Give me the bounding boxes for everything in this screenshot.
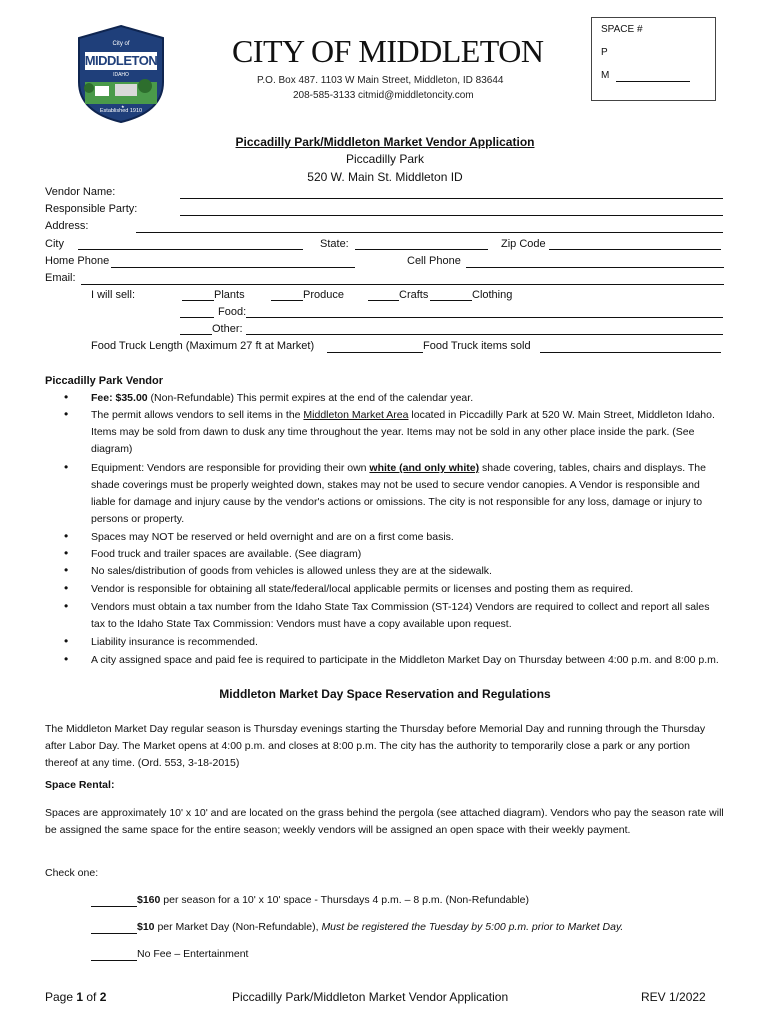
city-field[interactable] <box>78 249 303 250</box>
form-subtitle-address: 520 W. Main St. Middleton ID <box>307 170 463 184</box>
permits-bullet: Vendor is responsible for obtaining all state/federal/local applicable permits or licenses and posting them as required. <box>91 583 634 595</box>
home-phone-label: Home Phone <box>45 255 110 267</box>
equipment-bullet: Equipment: Vendors are responsible for providing their own white (and only white) shade covering, tables, chairs and displays. The shade coverings must be properly weighted down, stakes may not be used to secure vendor canopies. A Vendor is responsible and liable for damage and injury cause by the vendor's actions or omissions. The city is not responsible for any loss, damage or injury to persons or property. <box>91 462 706 525</box>
footer-title: Piccadilly Park/Middleton Market Vendor Application <box>232 990 509 1004</box>
state-label: State: <box>320 238 349 250</box>
food-label: Food: <box>218 306 247 318</box>
market-intro-paragraph: The Middleton Market Day regular season is Thursday evenings starting the Thursday before Memorial Day and running through the Thursday after Labor Day. The Market opens at 4:00 p.m. and closes at 8:00 p.m. The city has the authority to temporarily close a park or any portion thereof at any time. (Ord. 553, 3-18-2015) <box>45 723 706 769</box>
permit-bullet: The permit allows vendors to sell items in the Middleton Market Area located in Piccadilly Park at 520 W. Main Street, Middleton Idaho. Items may be sold from dawn to dusk any time throughout the year. Items may not be sold in any other place inside the park. (See diagram) <box>91 409 715 455</box>
check-one-label: Check one: <box>45 867 99 879</box>
bullet-icon: • <box>64 407 69 421</box>
space-m-label: M <box>601 70 610 81</box>
market-section-heading: Middleton Market Day Space Reservation and Regulations <box>219 687 551 701</box>
plants-checkbox-line[interactable] <box>182 300 214 301</box>
bullet-icon: • <box>64 460 69 474</box>
space-label: SPACE # <box>601 24 643 35</box>
space-number-box <box>591 17 716 101</box>
market-day-option-label: $10 per Market Day (Non-Refundable), Must be registered the Tuesday by 5:00 p.m. prior to Market Day. <box>137 921 624 933</box>
food-field[interactable] <box>246 317 723 318</box>
crafts-label: Crafts <box>399 289 429 301</box>
logo-top-text: City of <box>112 41 130 47</box>
city-address: P.O. Box 487. 1103 W Main Street, Middleton, ID 83644 <box>257 75 504 86</box>
address-field[interactable] <box>136 232 723 233</box>
spaces-bullet: Spaces may NOT be reserved or held overnight and are on a first come basis. <box>91 531 454 543</box>
address-label: Address: <box>45 220 89 232</box>
other-checkbox-line[interactable] <box>180 334 212 335</box>
insurance-bullet: Liability insurance is recommended. <box>91 636 258 648</box>
plants-label: Plants <box>214 289 245 301</box>
logo-established: Established 1910 <box>99 108 143 114</box>
food-truck-length-field[interactable] <box>327 352 423 353</box>
bullet-icon: • <box>64 634 69 648</box>
space-m-line[interactable] <box>616 81 690 82</box>
vendor-section-heading: Piccadilly Park Vendor <box>45 375 164 387</box>
food-truck-bullet: Food truck and trailer spaces are available. (See diagram) <box>91 548 362 560</box>
bullet-icon: • <box>64 652 69 666</box>
page-number: Page 1 of 2 <box>45 990 107 1004</box>
season-option-checkbox-line[interactable] <box>91 906 137 907</box>
vendor-name-field[interactable] <box>180 198 723 199</box>
space-rental-heading: Space Rental: <box>45 779 115 791</box>
fee-bullet: Fee: $35.00 (Non-Refundable) This permit expires at the end of the calendar year. <box>91 392 474 404</box>
produce-label: Produce <box>303 289 344 301</box>
food-truck-items-label: Food Truck items sold <box>423 340 531 352</box>
produce-checkbox-line[interactable] <box>271 300 303 301</box>
no-fee-option-checkbox-line[interactable] <box>91 960 137 961</box>
logo-state: IDAHO <box>113 72 129 78</box>
cell-phone-label: Cell Phone <box>407 255 461 267</box>
responsible-party-label: Responsible Party: <box>45 203 138 215</box>
cell-phone-field[interactable] <box>466 267 724 268</box>
tax-bullet: Vendors must obtain a tax number from the Idaho State Tax Commission (ST-124) Vendors are required to collect and report all sales tax to the Idaho State Tax Commission: Vendors must have a copy available upon request. <box>91 601 710 630</box>
bullet-icon: • <box>64 581 69 595</box>
bullet-icon: • <box>64 599 69 613</box>
no-fee-option-label: No Fee – Entertainment <box>137 948 249 960</box>
state-field[interactable] <box>355 249 488 250</box>
crafts-checkbox-line[interactable] <box>368 300 399 301</box>
bullet-icon: • <box>64 529 69 543</box>
responsible-party-field[interactable] <box>180 215 723 216</box>
market-day-bullet: A city assigned space and paid fee is required to participate in the Middleton Market Day on Thursday between 4:00 p.m. and 8:00 p.m. <box>91 654 719 666</box>
city-logo <box>75 24 167 124</box>
email-field[interactable] <box>81 284 724 285</box>
space-p-label: P <box>601 47 608 58</box>
bullet-icon: • <box>64 390 69 404</box>
clothing-label: Clothing <box>472 289 513 301</box>
zip-label: Zip Code <box>501 238 546 250</box>
season-option-label: $160 per season for a 10' x 10' space - Thursdays 4 p.m. – 8 p.m. (Non-Refundable) <box>137 894 529 906</box>
vehicle-sales-bullet: No sales/distribution of goods from vehicles is allowed unless they are at the sidewalk. <box>91 565 492 577</box>
zip-field[interactable] <box>549 249 721 250</box>
form-subtitle-park: Piccadilly Park <box>345 152 425 166</box>
city-label: City <box>45 238 64 250</box>
revision-label: REV 1/2022 <box>641 990 706 1004</box>
food-truck-length-label: Food Truck Length (Maximum 27 ft at Market) <box>91 340 315 352</box>
form-title: Piccadilly Park/Middleton Market Vendor Application <box>235 135 535 149</box>
email-label: Email: <box>45 272 76 284</box>
city-title: CITY OF MIDDLETON <box>232 33 544 69</box>
vendor-name-label: Vendor Name: <box>45 186 116 198</box>
logo-name: MIDDLETON <box>84 53 158 68</box>
city-contact: 208-585-3133 citmid@middletoncity.com <box>293 90 474 101</box>
home-phone-field[interactable] <box>111 267 355 268</box>
svg-text:★: ★ <box>121 104 125 109</box>
bullet-icon: • <box>64 546 69 560</box>
other-label: Other: <box>212 323 243 335</box>
clothing-checkbox-line[interactable] <box>430 300 472 301</box>
space-rental-paragraph: Spaces are approximately 10' x 10' and are located on the grass behind the pergola (see attached diagram). Vendors who pay the season rate will be assigned the same space for the entire season; weekly vendors will be assigned an open space with their weekly payment. <box>45 807 724 836</box>
other-field[interactable] <box>246 334 723 335</box>
food-checkbox-line[interactable] <box>180 317 214 318</box>
bullet-icon: • <box>64 563 69 577</box>
market-day-option-checkbox-line[interactable] <box>91 933 137 934</box>
food-truck-items-field[interactable] <box>540 352 721 353</box>
i-will-sell-label: I will sell: <box>91 289 136 301</box>
